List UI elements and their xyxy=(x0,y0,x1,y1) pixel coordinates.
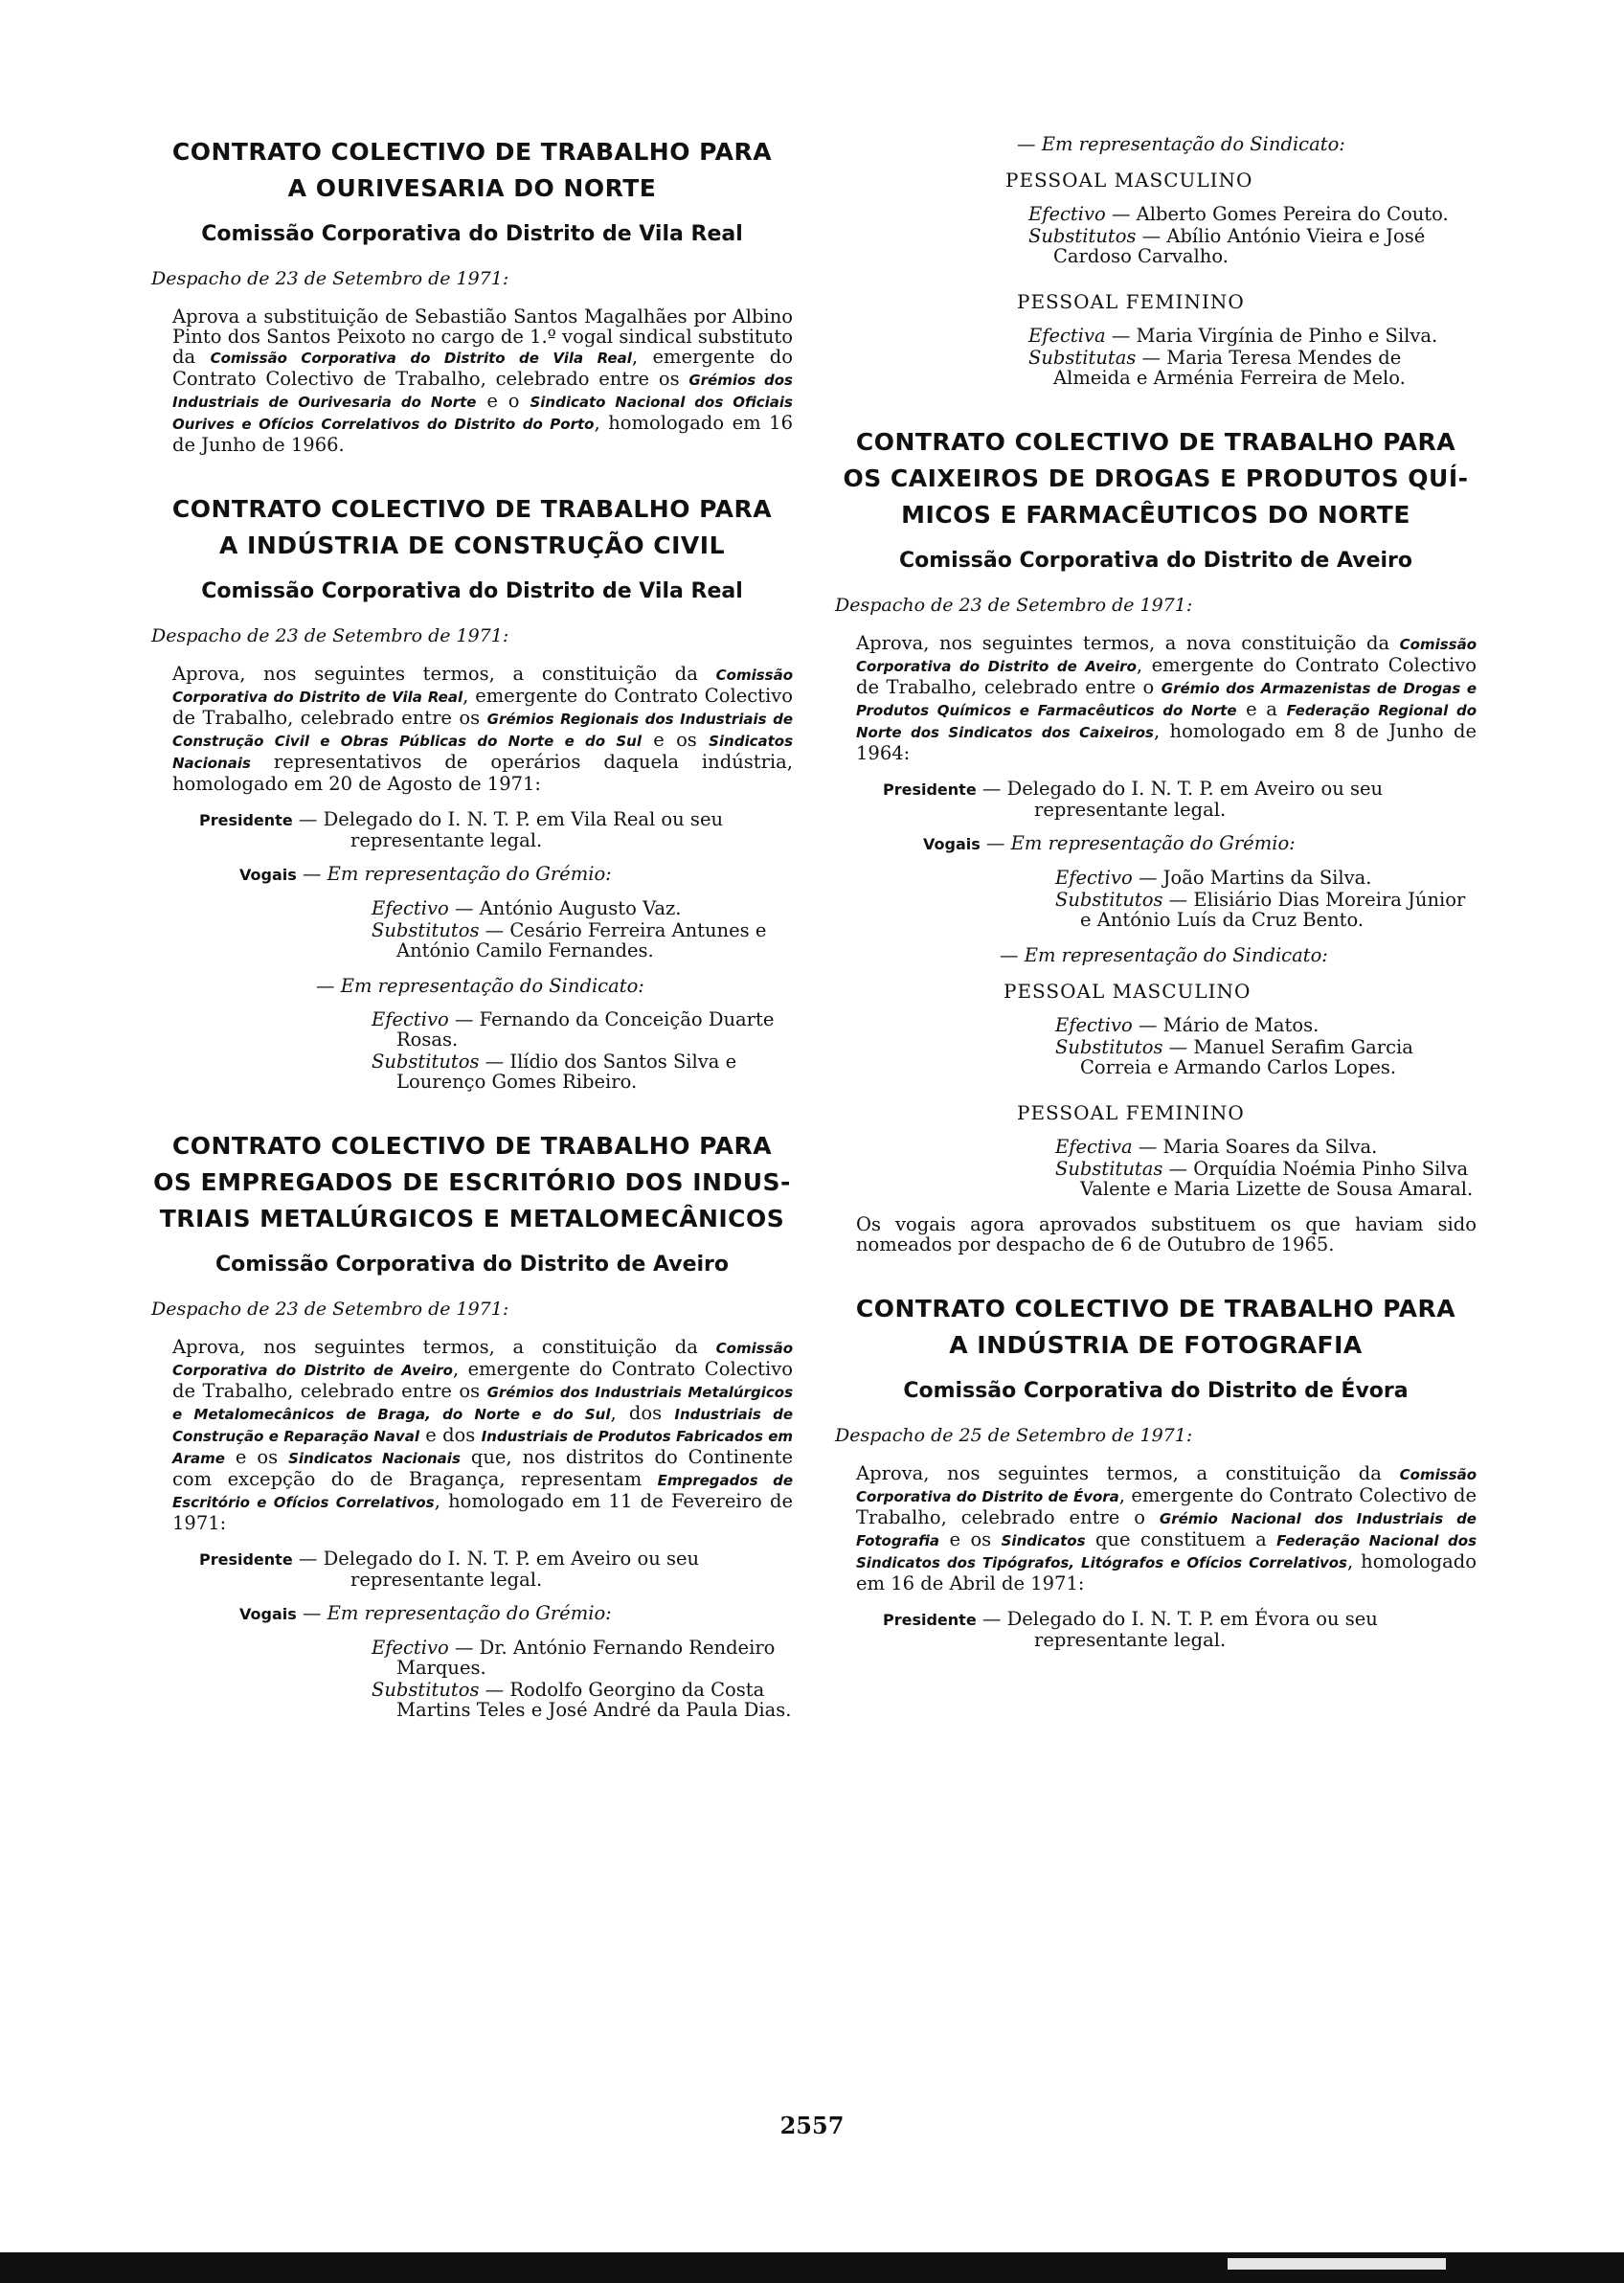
member-names: — João Martins da Silva. xyxy=(1132,867,1372,889)
section-body xyxy=(835,633,1477,763)
vogais-line: Vogais — Em representação do Grémio: xyxy=(923,832,1296,854)
role-label: Presidente xyxy=(199,811,293,829)
title-line: A OURIVESARIA DO NORTE xyxy=(287,174,657,202)
member-names: — Mário de Matos. xyxy=(1132,1014,1320,1036)
presidente-line xyxy=(151,809,793,850)
member-label: Efectivo xyxy=(1055,867,1133,889)
presidente-line xyxy=(835,779,1477,820)
bold-run: Comissão Corporativa do Distrito de Évora xyxy=(856,1466,1477,1505)
member-line xyxy=(835,1159,1477,1199)
member-label: Efectivo xyxy=(1055,1014,1133,1036)
title-line: TRIAIS METALÚRGICOS E METALOMECÂNICOS xyxy=(159,1205,785,1232)
section-subtitle: Comissão Corporativa do Distrito de Aveiro xyxy=(214,1253,730,1277)
role-label: Vogais xyxy=(923,835,981,853)
section-body xyxy=(151,306,793,455)
member-names: — Ilídio dos Santos Silva e Lourenço Gomes Ribeiro. xyxy=(396,1051,737,1093)
member-line xyxy=(835,204,1477,224)
text-run: e os xyxy=(642,729,710,751)
pessoal-masculino-heading: PESSOAL MASCULINO xyxy=(1004,980,1252,1003)
despacho-date: Despacho de 25 de Setembro de 1971: xyxy=(835,1425,1193,1446)
member-label: Substitutos xyxy=(372,1051,480,1073)
role-text: Em representação do Sindicato: xyxy=(1024,944,1328,966)
title-line: CONTRATO COLECTIVO DE TRABALHO PARA xyxy=(855,428,1456,456)
bold-run: Sindicatos Nacionais xyxy=(288,1450,461,1467)
role-text: — Delegado do I. N. T. P. em Aveiro ou seu representante legal. xyxy=(292,1548,700,1591)
text-run: Aprova a substituição de Sebastião Santos Magalhães por Albino Pinto dos Santos Peixoto no cargo de 1.º vogal sindical substituto da xyxy=(172,305,793,368)
role-label: Presidente xyxy=(883,780,977,799)
text-run: , emergente do Contrato Colectivo de Trabalho, celebrado entre os xyxy=(172,1358,793,1402)
bold-run: Grémios dos Industriais Metalúrgicos e Metalomecânicos de Braga, do Norte e do Sul xyxy=(172,1384,793,1423)
member-line xyxy=(835,868,1477,888)
sindicato-line: — Em representação do Sindicato: xyxy=(1000,944,1328,966)
text-run: , emergente do Contrato Colectivo de Trabalho, celebrado entre os xyxy=(172,346,794,390)
member-label: Efectivo xyxy=(372,1008,449,1030)
bold-run: Grémios Regionais dos Industriais de Construção Civil e Obras Públicas do Norte e do Sul xyxy=(172,711,793,750)
member-label: Substitutos xyxy=(1028,225,1137,247)
note-paragraph: Os vogais agora aprovados substituem os que haviam sido nomeados por despacho de 6 de Outubro de 1965. xyxy=(856,1213,1477,1255)
despacho-date: Despacho de 23 de Setembro de 1971: xyxy=(835,595,1193,616)
member-names: — Maria Soares da Silva. xyxy=(1132,1136,1378,1158)
member-line xyxy=(835,890,1477,930)
sindicato-line: — Em representação do Sindicato: xyxy=(316,975,644,997)
bold-run: Comissão Corporativa do Distrito de Vila Real xyxy=(210,350,632,367)
member-label: Substitutos xyxy=(372,1679,480,1701)
text-run: Aprova, nos seguintes termos, a constituição da xyxy=(856,1462,1400,1484)
member-label: Substitutos xyxy=(372,919,480,941)
member-names: — Elisiário Dias Moreira Júnior e António Luís da Cruz Bento. xyxy=(1080,889,1466,931)
section-subtitle: Comissão Corporativa do Distrito de Évora xyxy=(903,1379,1409,1403)
section-caixeiros-drogas xyxy=(835,424,1477,1255)
member-line xyxy=(835,326,1477,346)
pessoal-masculino-heading: PESSOAL MASCULINO xyxy=(1005,169,1253,192)
pessoal-feminino-heading: PESSOAL FEMININO xyxy=(1017,290,1245,313)
text-run: representativos de operários daquela indústria, homologado em 20 de Agosto de 1971: xyxy=(172,751,793,795)
bold-run: Grémio Nacional dos Industriais de Fotografia xyxy=(856,1510,1477,1549)
section-subtitle: Comissão Corporativa do Distrito de Vila Real xyxy=(201,579,743,603)
section-body xyxy=(151,664,793,794)
role-label: Presidente xyxy=(199,1550,293,1569)
member-line xyxy=(151,920,793,961)
text-run: e o xyxy=(476,390,530,412)
section-ourivesaria xyxy=(151,134,793,455)
section-construcao-civil xyxy=(151,491,793,1092)
section-title xyxy=(151,134,793,207)
member-names: — Manuel Serafim Garcia Correia e Armando Carlos Lopes. xyxy=(1080,1036,1413,1078)
text-run: , dos xyxy=(610,1402,675,1424)
text-run: , emergente do Contrato Colectivo de Trabalho, celebrado entre os xyxy=(172,685,793,729)
section-continuation xyxy=(835,134,1477,388)
member-label: Substitutas xyxy=(1055,1158,1163,1180)
section-title xyxy=(151,491,793,564)
role-label: Vogais xyxy=(239,1605,297,1623)
role-text: — Delegado do I. N. T. P. em Aveiro ou seu representante legal. xyxy=(976,778,1384,821)
text-run: , homologado em 11 de Fevereiro de 1971: xyxy=(172,1490,793,1534)
bold-run: Comissão Corporativa do Distrito de Vila Real xyxy=(172,667,793,706)
despacho-date: Despacho de 23 de Setembro de 1971: xyxy=(151,1299,509,1320)
section-body xyxy=(151,1337,793,1533)
section-title xyxy=(151,1128,793,1237)
sindicato-line: — Em representação do Sindicato: xyxy=(1017,133,1345,155)
text-run: e os xyxy=(224,1446,289,1468)
vogais-line: Vogais — Em representação do Grémio: xyxy=(239,863,612,885)
text-run: , emergente do Contrato Colectivo de Trabalho, celebrado entre o xyxy=(856,654,1477,698)
bold-run: Empregados de Escritório e Ofícios Correlativos xyxy=(172,1472,793,1511)
text-run: Aprova, nos seguintes termos, a constituição da xyxy=(172,663,716,685)
text-run: , homologado em 8 de Junho de 1964: xyxy=(856,720,1477,764)
section-title xyxy=(835,424,1477,533)
despacho-date: Despacho de 23 de Setembro de 1971: xyxy=(151,268,509,289)
member-names: — Rodolfo Georgino da Costa Martins Teles e José André da Paula Dias. xyxy=(396,1679,792,1721)
text-run: que, nos distritos do Continente com excepção do de Bragança, representam xyxy=(172,1446,793,1490)
pessoal-feminino-heading: PESSOAL FEMININO xyxy=(1017,1101,1245,1124)
member-line xyxy=(835,348,1477,388)
member-label: Efectivo xyxy=(372,1637,449,1659)
role-text: Em representação do Sindicato: xyxy=(1041,133,1345,155)
text-run: , homologado em 16 de Abril de 1971: xyxy=(856,1550,1477,1594)
member-names: — Maria Teresa Mendes de Almeida e Arménia Ferreira de Melo. xyxy=(1053,347,1406,389)
bold-run: Industriais de Construção e Reparação Naval xyxy=(172,1406,794,1445)
title-line: CONTRATO COLECTIVO DE TRABALHO PARA xyxy=(171,1132,773,1160)
text-run: e os xyxy=(939,1528,1002,1550)
member-label: Efectiva xyxy=(1028,325,1106,347)
text-run: e a xyxy=(1236,698,1287,720)
text-run: e dos xyxy=(418,1424,482,1446)
role-text: — Delegado do I. N. T. P. em Vila Real ou seu representante legal. xyxy=(292,808,724,851)
section-title xyxy=(835,1291,1477,1364)
member-line xyxy=(835,226,1477,266)
title-line: A INDÚSTRIA DE CONSTRUÇÃO CIVIL xyxy=(218,531,726,559)
section-subtitle: Comissão Corporativa do Distrito de Aveiro xyxy=(898,549,1413,573)
section-fotografia xyxy=(835,1291,1477,1650)
member-line xyxy=(151,1051,793,1092)
role-text: Em representação do Grémio: xyxy=(1010,832,1296,854)
member-line xyxy=(835,1137,1477,1157)
text-run: que constituem a xyxy=(1085,1528,1277,1550)
member-line xyxy=(835,1037,1477,1077)
bold-run: Comissão Corporativa do Distrito de Aveiro xyxy=(856,636,1477,675)
role-text: Em representação do Grémio: xyxy=(327,1602,612,1624)
role-label: Presidente xyxy=(883,1611,977,1629)
member-line xyxy=(151,1638,793,1678)
member-names: — Cesário Ferreira Antunes e António Camilo Fernandes. xyxy=(396,919,767,961)
bold-run: Sindicatos xyxy=(1001,1532,1086,1549)
vogais-line: Vogais — Em representação do Grémio: xyxy=(239,1602,612,1624)
bold-run: Industriais de Produtos Fabricados em Arame xyxy=(172,1428,793,1467)
member-names: — Maria Virgínia de Pinho e Silva. xyxy=(1105,325,1438,347)
member-label: Substitutos xyxy=(1055,1036,1163,1058)
member-line xyxy=(151,898,793,918)
bold-run: Federação Regional do Norte dos Sindicatos dos Caixeiros xyxy=(856,702,1477,741)
section-escritorio-metalurgicos xyxy=(151,1128,793,1720)
title-line: OS CAIXEIROS DE DROGAS E PRODUTOS QUÍ- xyxy=(843,464,1469,492)
bold-run: Sindicatos Nacionais xyxy=(172,733,794,772)
title-line: CONTRATO COLECTIVO DE TRABALHO PARA xyxy=(171,495,773,523)
member-line xyxy=(151,1680,793,1720)
section-subtitle: Comissão Corporativa do Distrito de Vila Real xyxy=(201,222,743,246)
bold-run: Federação Nacional dos Sindicatos dos Tipógrafos, Litógrafos e Ofícios Correlativos xyxy=(856,1532,1477,1571)
member-names: — Alberto Gomes Pereira do Couto. xyxy=(1105,203,1449,225)
title-line: OS EMPREGADOS DE ESCRITÓRIO DOS INDUS- xyxy=(153,1168,791,1196)
member-line xyxy=(835,1015,1477,1035)
member-label: Substitutas xyxy=(1028,347,1137,369)
section-body xyxy=(835,1463,1477,1594)
bold-run: Sindicato Nacional dos Oficiais Ourives e Ofícios Correlativos do Distrito do Porto xyxy=(172,394,793,433)
member-label: Efectivo xyxy=(372,897,449,919)
scan-border-gap xyxy=(1228,2258,1446,2270)
title-line: MICOS E FARMACÊUTICOS DO NORTE xyxy=(901,501,1410,529)
despacho-date: Despacho de 23 de Setembro de 1971: xyxy=(151,625,509,646)
role-label: Vogais xyxy=(239,866,297,884)
member-names: — Dr. António Fernando Rendeiro Marques. xyxy=(396,1637,776,1679)
text-run: Aprova, nos seguintes termos, a nova constituição da xyxy=(856,632,1400,654)
text-run: Aprova, nos seguintes termos, a constituição da xyxy=(172,1336,716,1358)
bold-run: Grémios dos Industriais de Ourivesaria do Norte xyxy=(172,372,793,411)
presidente-line xyxy=(835,1609,1477,1650)
member-line xyxy=(151,1009,793,1050)
page-number: 2557 xyxy=(779,2112,845,2139)
bold-run: Grémio dos Armazenistas de Drogas e Produtos Químicos e Farmacêuticos do Norte xyxy=(856,680,1477,719)
member-names: — Fernando da Conceição Duarte Rosas. xyxy=(396,1008,775,1051)
member-label: Efectiva xyxy=(1055,1136,1133,1158)
right-column xyxy=(835,134,1477,1686)
role-text: — Delegado do I. N. T. P. em Évora ou seu representante legal. xyxy=(976,1608,1378,1651)
title-line: CONTRATO COLECTIVO DE TRABALHO PARA xyxy=(171,138,773,166)
text-run: , homologado em 16 de Junho de 1966. xyxy=(172,412,793,456)
member-names: — Abílio António Vieira e José Cardoso Carvalho. xyxy=(1053,225,1426,267)
title-line: CONTRATO COLECTIVO DE TRABALHO PARA xyxy=(855,1295,1456,1322)
member-names: — António Augusto Vaz. xyxy=(448,897,682,919)
title-line: A INDÚSTRIA DE FOTOGRAFIA xyxy=(949,1331,1363,1359)
member-names: — Orquídia Noémia Pinho Silva Valente e Maria Lizette de Sousa Amaral. xyxy=(1080,1158,1474,1200)
role-text: Em representação do Grémio: xyxy=(327,863,612,885)
text-run: , emergente do Contrato Colectivo de Trabalho, celebrado entre o xyxy=(856,1484,1477,1528)
left-column xyxy=(151,134,793,1756)
bold-run: Comissão Corporativa do Distrito de Aveiro xyxy=(172,1340,793,1379)
member-label: Efectivo xyxy=(1028,203,1106,225)
member-label: Substitutos xyxy=(1055,889,1163,911)
presidente-line xyxy=(151,1548,793,1590)
role-text: Em representação do Sindicato: xyxy=(340,975,644,997)
